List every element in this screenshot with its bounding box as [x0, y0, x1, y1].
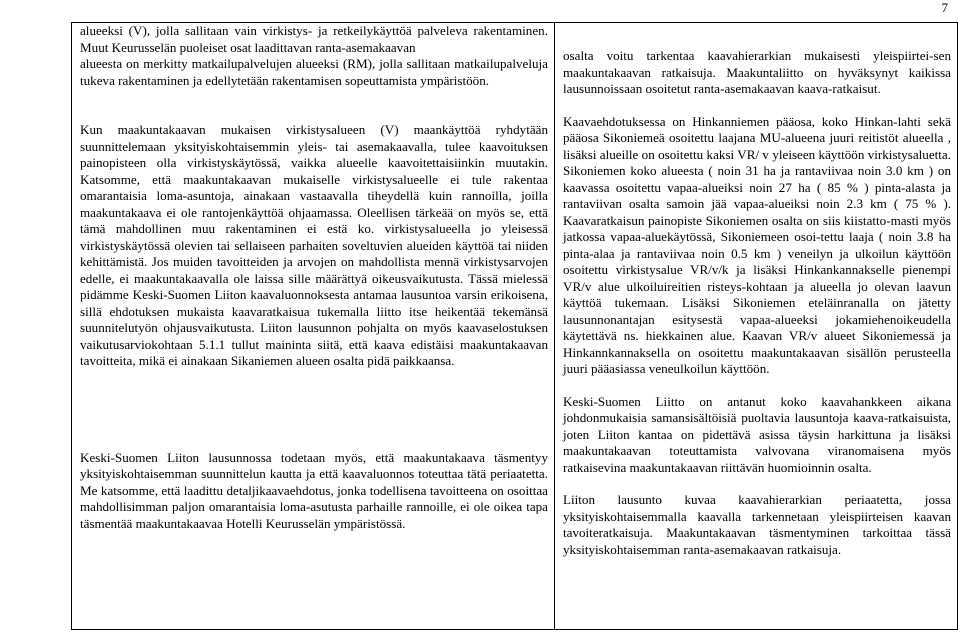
- statement-paragraph-4: Keski-Suomen Liiton lausunnossa todetaan myös, että maakuntakaava täsmentyy yksityiskohtaisemman suunnittelun kautta ja että kaavaluonnos toteuttaa tätä periaatetta. Me katsomme, että laadittu detaljikaavaehdotus, jonka todellisena tavoitteena on osoittaa mahdollisimman paljon omarantaisia loma-asutusta parhaille rannoille, ei ole oikea tapa täsmentää maakuntakaavaa Hotelli Keurusselän ympäristössä.: [80, 449, 548, 531]
- table-row: [72, 23, 958, 630]
- response-paragraph-3: Keski-Suomen Liitto on antanut koko kaavahankkeen aikana johdonmukaisia samansisältöisiä puoltavia lausuntoja kaava-ratkaisuista, joten Liiton kantaa on pidettävä asissa täysin harkittuna ja lisäksi maakuntakaavan toteuttamista valvovana viranomaisena myös ratkaisevina maakuntakaavan riittävän huomioinnin osalta.: [563, 393, 951, 475]
- statement-column: [72, 23, 555, 630]
- statement-response-table: [71, 22, 958, 630]
- statement-paragraph-3: Kun maakuntakaavan mukaisen virkistysalueen (V) maankäyttöä ryhdytään suunnittelemaan yksityiskohtaisemmin yleis- tai asemakaavalla, tulee kaavoituksen painopisteen olla virkistyskäytössä, vaikka alueelle kaavoitettaisiinkin muutakin. Katsomme, että maakuntakaavan mukaiselle virkistysalueelle ei tule rakentaa omarantaisia loma-asuntoja, ainakaan vastaavalla tiheydellä kuin rannoilla, joilla maakuntakaava ei ole rantojenkäyttöä ohjaamassa. Oleellisen tärkeää on myös se, että tämä mahdollinen muu rakentaminen ei estä ko. virkistysalueella jo yleisessä virkistyskäytössä olevien tai sellaiseen parhaiten soveltuvien alueiden käyttöä tai niiden kehittämistä. Jos muiden tavoitteiden ja arvojen on mahdollista mennä virkistysarvojen edelle, ei maakuntakaavalla ole laissa sille määrättyä oikeusvaikutusta. Tässä mielessä pidämme Keski-Suomen Liiton kaavaluonnoksesta antamaa lausuntoa varsin erikoisena, sillä ehdotuksen mukaista kaavaratkaisua tukemalla liitto itse heikentää tekemänsä suunnitelutyön ohjausvaikutusta. Liiton lausunnon pohjalta on myös kaavaselostuksen vaikutusarviokohtaan 5.1.1 tullut maininta siitä, että kaava edistäisi maakuntakaavan tavoitteita, mikä ei ainakaan Sikaniemen alueen osalta pidä paikkaansa.: [80, 122, 548, 368]
- page-number: 7: [941, 0, 948, 15]
- response-paragraph-1: osalta voitu tarkentaa kaavahierarkian mukaisesti yleispiirtei-sen maakuntakaavan ratkaisuja. Maakuntaliitto on hyväksynyt kaikissa lausunnoissaan osoitetut ranta-asemakaavan kaava-ratkaisut.: [563, 48, 951, 96]
- response-column: [555, 23, 958, 630]
- response-paragraph-4: Liiton lausunto kuvaa kaavahierarkian periaatetta, jossa yksityiskohtaisemmalla kaavalla tarkennetaan yleispiirteisen kaavan tavoiteratkaisuja. Maakuntakaavan täsmentyminen tarkoittaa tässä yksityiskohtaisemman ranta-asemakaavan ratkaisuja.: [563, 492, 951, 557]
- statement-paragraph-1: alueeksi (V), jolla sallitaan vain virkistys- ja retkeilykäyttöä palveleva rakentaminen. Muut Keurusselän puoleiset osat laadittavan ranta-asemakaavan: [80, 23, 548, 55]
- statement-paragraph-2: alueesta on merkitty matkailupalvelujen alueeksi (RM), jolla sallitaan matkailupalveluja tukeva rakentaminen ja edellytetään rakentamisen sopeuttamista ympäristöön.: [80, 56, 548, 88]
- response-paragraph-2: Kaavaehdotuksessa on Hinkanniemen pääosa, koko Hinkan-lahti sekä pääosa Sikoniemeä osoitettu laajana MU-alueena juuri reitistöt alueella , lisäksi alueille on osoitettu kaksi VR/ v yleiseen käyttöön virkistysaluetta. Sikoniemen koko alueesta ( noin 31 ha ja rantaviivaa noin 3.0 km ) on kaavassa osoitettu vapaa-alueiksi noin 27 ha ( 85 % ) pinta-alasta ja rantaviivan osalta samoin jää vapaa-alueiksi noin 2.3 km ( 75 % ). Kaavaratkaisun painopiste Sikoniemen osalta on siis kiistatto-masti myös jatkossa vapaa-aluekäytössä, Sikoniemeen osoi-tettu laaja ( noin 3.8 ha pinta-alaa ja rantaviivaa noin 0.5 km ) veneilyn ja ulkoilun käyttöön osoitettu virkistysalue VR/v/k ja lisäksi Hinkankannakselle pienempi VR/v alue ulkoiluireitien risteys-kohtaan ja alueella jo olevan laavun käyttöä tukemaan. Lisäksi Sikoniemen eteläinranalla on jätetty lausunnonantajan esitysestä vapaa-alueeksi jokamiehenoikeudella käytettävä ns. hiekkainen alue. Kaavan VR/v alueet Sikoniemessä ja Hinkannkannaksella on osoitettu maakuntakaavan sisällön perusteella juuri pääasiassa veneulkoilun käyttöön.: [563, 113, 951, 376]
